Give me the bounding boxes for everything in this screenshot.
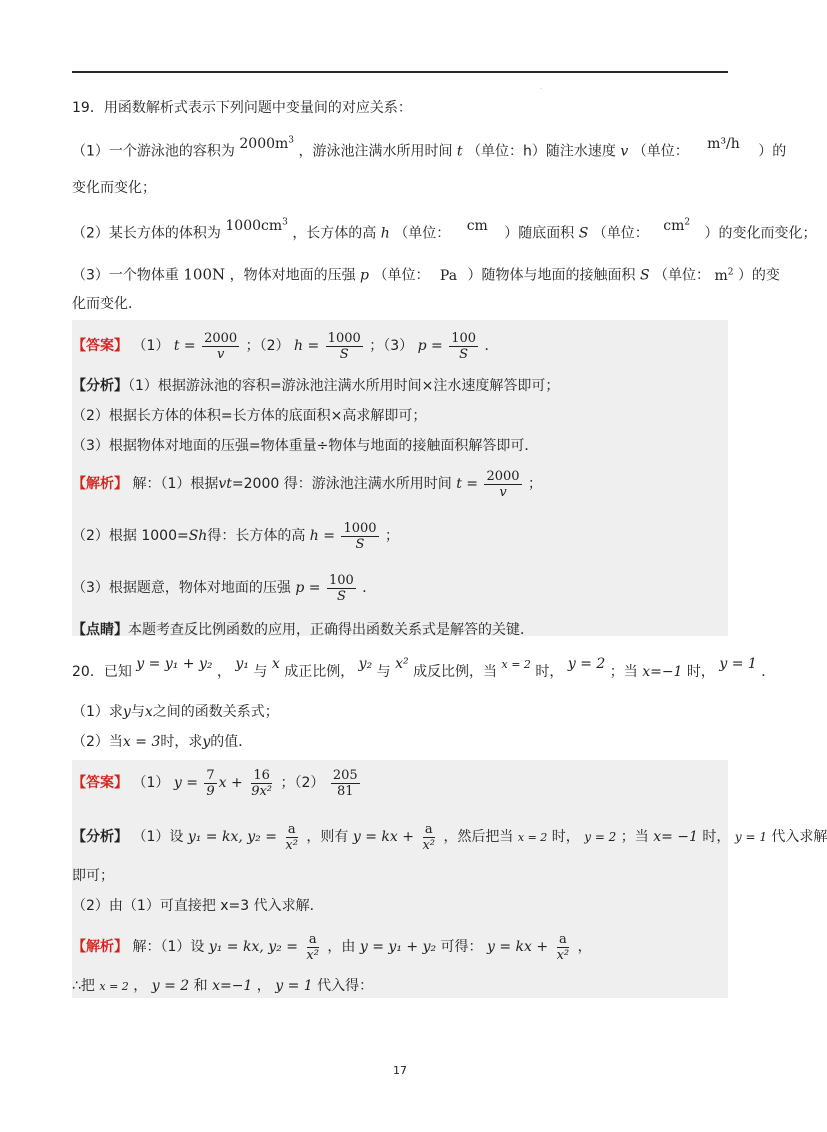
- point-tag: 【点睛】: [72, 622, 128, 638]
- text: 时，: [535, 664, 564, 680]
- q19-title-text: 19．用函数解析式表示下列问题中变量间的对应关系：: [72, 100, 412, 116]
- numerator: a: [308, 931, 317, 947]
- denominator: v: [216, 346, 225, 362]
- denominator: 9x²: [251, 783, 273, 799]
- text: （单位：: [394, 225, 451, 242]
- eq-lhs: t =: [173, 338, 196, 354]
- q19-solution-1: [72, 468, 542, 500]
- text: ，游泳池注满水所用时间: [298, 143, 453, 160]
- text: （单位：: [654, 267, 711, 284]
- var-y2: y₂: [358, 656, 373, 672]
- eq-y-sum: y = y₁ + y₂: [136, 656, 213, 672]
- var-t: t: [456, 143, 463, 160]
- numerator: 100: [451, 330, 477, 346]
- text: （3）根据题意，物体对地面的压强: [72, 580, 291, 596]
- text: ；: [528, 476, 542, 492]
- numerator: a: [558, 931, 567, 947]
- q19-solution-3: [72, 572, 376, 604]
- text: （2）根据长方体的体积=长方体的底面积×高求解即可；: [72, 408, 427, 424]
- eq-lhs: t =: [456, 476, 478, 492]
- text: ．: [484, 338, 499, 354]
- cond-x-minus1: x=−1: [212, 978, 253, 994]
- text: 20．已知: [72, 664, 132, 680]
- text: cm: [663, 217, 685, 234]
- text: ，然后把当: [443, 829, 514, 845]
- q19-analysis-3: [72, 436, 538, 456]
- eq-lhs: p =: [417, 338, 443, 354]
- numerator: 1000: [343, 520, 377, 536]
- eq-lhs: y =: [173, 775, 198, 791]
- denominator: x²: [556, 947, 570, 963]
- denominator: S: [355, 536, 365, 552]
- text: （2）当: [72, 734, 123, 750]
- var-y: y: [202, 734, 211, 750]
- denominator: 81: [336, 783, 354, 799]
- text: ；当: [609, 664, 638, 680]
- q19-part3-cont: [72, 294, 142, 314]
- fraction-a-x2: [555, 932, 572, 963]
- var-S: S: [639, 267, 650, 284]
- q20-answer: [72, 766, 362, 800]
- eq-y1-y2: y₁ = kx, y₂ =: [208, 939, 298, 955]
- text: 与: [130, 704, 145, 720]
- eq-y1-y2: y₁ = kx, y₂ =: [187, 829, 277, 845]
- numerator: 2000: [486, 468, 520, 484]
- text: 化而变化．: [72, 296, 142, 312]
- text: 与: [376, 664, 391, 680]
- text: （1）根据游泳池的容积=游泳池注满水所用时间×注水速度解答即可；: [128, 378, 560, 394]
- unit-m2: $m^2$: [714, 267, 734, 284]
- text: 时，: [551, 829, 580, 845]
- fraction-7-9: [204, 768, 216, 799]
- text: ，长方体的高: [292, 225, 377, 242]
- q19-title: [72, 98, 412, 118]
- denominator: v: [499, 484, 507, 500]
- volume-1000: $1000cm^3$: [225, 217, 288, 234]
- text: ）随物体与地面的接触面积: [467, 267, 636, 284]
- q20-analysis-cont: [72, 866, 114, 886]
- q20-title: [72, 656, 776, 683]
- text: 和: [193, 978, 208, 994]
- numerator: 100: [328, 572, 354, 588]
- header-mark: .: [540, 84, 542, 91]
- cond-y-2: y = 2: [584, 830, 617, 844]
- cond-y-1: y = 1: [275, 978, 313, 994]
- text: 1000cm: [225, 217, 283, 234]
- text: ，物体对地面的压强: [229, 267, 356, 284]
- text: 代入求解: [771, 829, 827, 845]
- fraction-100-S: [449, 331, 478, 362]
- answer-tag: 【答案】: [72, 338, 128, 354]
- fraction-1000-S: [326, 331, 363, 362]
- text: 2000m: [239, 135, 289, 152]
- text: （单位：h）随注水速度: [467, 143, 616, 160]
- page-number: 17: [393, 1064, 407, 1077]
- text: （2）某长方体的体积为: [72, 225, 221, 242]
- text: （单位：: [373, 267, 430, 284]
- eq-y-sum: y = y₁ + y₂: [359, 939, 437, 955]
- text: ．: [362, 580, 377, 596]
- eq-lhs: h =: [294, 338, 320, 354]
- var-Sh: Sh: [188, 528, 208, 544]
- eq-y: y = kx +: [487, 939, 549, 955]
- text: 的值．: [210, 734, 253, 750]
- text: ；当: [620, 829, 649, 845]
- cond-x-2: x = 2: [99, 980, 129, 993]
- text: ，: [133, 978, 148, 994]
- text: ，: [577, 939, 592, 955]
- solution-tag: 【解析】: [72, 476, 128, 492]
- text: （3）一个物体重: [72, 267, 179, 284]
- text: （2）由（1）可直接把 x=3 代入求解．: [72, 898, 324, 914]
- analysis-tag: 【分析】: [72, 829, 128, 845]
- q20-analysis-1: [72, 820, 827, 855]
- text: 可得：: [440, 939, 483, 955]
- q19-point: [72, 620, 534, 640]
- var-x: x: [271, 656, 280, 672]
- unit-m3h: m³/h: [707, 135, 740, 152]
- text: （1）: [132, 775, 170, 791]
- solution-tag: 【解析】: [72, 939, 128, 955]
- text: （1）一个游泳池的容积为: [72, 143, 235, 160]
- var-S: S: [578, 225, 589, 242]
- q20-analysis-2: [72, 896, 324, 916]
- eq-lhs: h =: [309, 528, 335, 544]
- numerator: 16: [253, 767, 270, 783]
- var-h: h: [380, 225, 390, 242]
- text: 时，: [686, 664, 715, 680]
- text: 解：（1）根据: [132, 476, 219, 492]
- q20-solution-1: [72, 930, 592, 964]
- cond-x-2: x = 2: [517, 831, 548, 844]
- cond-y-1: y = 1: [734, 830, 767, 844]
- numerator: 7: [206, 767, 215, 783]
- numerator: 205: [332, 767, 358, 783]
- text: =2000 得：游泳池注满水所用时间: [231, 476, 452, 492]
- text: （1）设: [132, 829, 184, 845]
- text: ；（2）: [280, 775, 325, 791]
- q20-solution-2: [72, 976, 373, 997]
- text: （单位：: [632, 143, 689, 160]
- text: ；: [384, 528, 399, 544]
- cond-x-2: x = 2: [501, 658, 531, 671]
- text: 时，: [702, 829, 731, 845]
- denominator: S: [336, 588, 346, 604]
- var-y1: y₁: [235, 656, 249, 672]
- denominator: S: [459, 346, 469, 362]
- q19-solution-2: [72, 520, 399, 552]
- denominator: x²: [306, 947, 319, 963]
- fraction-2000-v: [484, 469, 521, 500]
- cond-y-2: y = 2: [567, 656, 606, 672]
- text: 解：（1）设: [132, 939, 205, 955]
- text: ，由: [327, 939, 356, 955]
- text: ，: [216, 664, 231, 680]
- cond-x-minus1: x= −1: [653, 829, 698, 845]
- fraction-a-x2: [283, 822, 300, 853]
- fraction-a-x2: [304, 932, 321, 963]
- q19-part2: [72, 217, 817, 244]
- text: 成反比例，当: [413, 664, 498, 680]
- var-y: y: [122, 704, 131, 720]
- text: ；（3）: [369, 338, 414, 354]
- header-rule: [72, 71, 728, 73]
- numerator: 2000: [204, 330, 238, 346]
- text: 成正比例，: [284, 664, 355, 680]
- fraction-16-9x2: [249, 768, 274, 799]
- unit-pa: Pa: [439, 267, 458, 284]
- text: ，: [256, 978, 271, 994]
- q20-part2: [72, 732, 252, 752]
- fraction-a-x2: [420, 822, 437, 853]
- q19-answer: [72, 330, 498, 362]
- q19-analysis-2: [72, 406, 426, 426]
- cond-x-3: x = 3: [122, 734, 161, 750]
- text: 与: [253, 664, 268, 680]
- numerator: 1000: [327, 330, 361, 346]
- text: 时，求: [160, 734, 203, 750]
- fraction-1000-S: [341, 521, 378, 552]
- text: 之间的函数关系式；: [152, 704, 279, 720]
- text: 即可；: [72, 868, 114, 884]
- analysis-tag: 【分析】: [72, 378, 128, 394]
- text: ）随底面积: [504, 225, 575, 242]
- text: ∴把: [72, 978, 95, 994]
- q19-analysis-1: [72, 376, 559, 396]
- var-p: p: [360, 267, 370, 284]
- volume-value: $2000m^3$: [239, 135, 295, 152]
- cond-y-2: y = 2: [151, 978, 190, 994]
- q20-part1: [72, 702, 279, 722]
- text: （1）: [132, 338, 170, 354]
- text: ，则有: [306, 829, 349, 845]
- weight-100N: 100N: [183, 265, 226, 284]
- eq-y: y = kx +: [352, 829, 414, 845]
- fraction-2000-v: [202, 331, 239, 362]
- text: ）的: [758, 143, 787, 160]
- q19-part1-cont: [72, 178, 156, 198]
- text: ；（2）: [245, 338, 290, 354]
- answer-tag: 【答案】: [72, 775, 128, 791]
- denominator: S: [339, 346, 349, 362]
- text: 代入得：: [317, 978, 374, 994]
- text: （1）求: [72, 704, 123, 720]
- text: （3）根据物体对地面的压强=物体重量÷物体与地面的接触面积解答即可．: [72, 438, 539, 454]
- text: 得：长方体的高: [207, 528, 306, 544]
- numerator: a: [424, 821, 433, 837]
- text: ）的变: [737, 267, 780, 284]
- text: ．: [761, 664, 776, 680]
- denominator: 9: [206, 783, 215, 799]
- q19-part3: [72, 262, 780, 286]
- term-x: x +: [218, 775, 243, 791]
- var-vt: vt: [218, 476, 232, 492]
- var-x-squared: x²: [395, 656, 409, 672]
- denominator: x²: [285, 837, 298, 853]
- text: （2）根据 1000=: [72, 528, 189, 544]
- text: ）的变化而变化；: [704, 225, 817, 242]
- text: 变化而变化；: [72, 180, 156, 196]
- text: （单位：: [592, 225, 649, 242]
- var-v: v: [620, 143, 629, 160]
- cond-y-1: y = 1: [719, 656, 757, 672]
- eq-lhs: p =: [295, 580, 321, 596]
- cond-x-minus1: x=−1: [642, 664, 683, 680]
- q19-part1: [72, 135, 787, 162]
- text: m: [714, 267, 728, 284]
- var-x: x: [144, 704, 153, 720]
- denominator: x²: [422, 837, 435, 853]
- numerator: a: [287, 821, 296, 837]
- text: 本题考查反比例函数的应用，正确得出函数关系式是解答的关键．: [128, 622, 534, 638]
- unit-cm: cm: [466, 217, 488, 234]
- unit-cm2: $cm^2$: [663, 217, 691, 234]
- fraction-100-S: [327, 573, 356, 604]
- fraction-205-81: [331, 768, 360, 799]
